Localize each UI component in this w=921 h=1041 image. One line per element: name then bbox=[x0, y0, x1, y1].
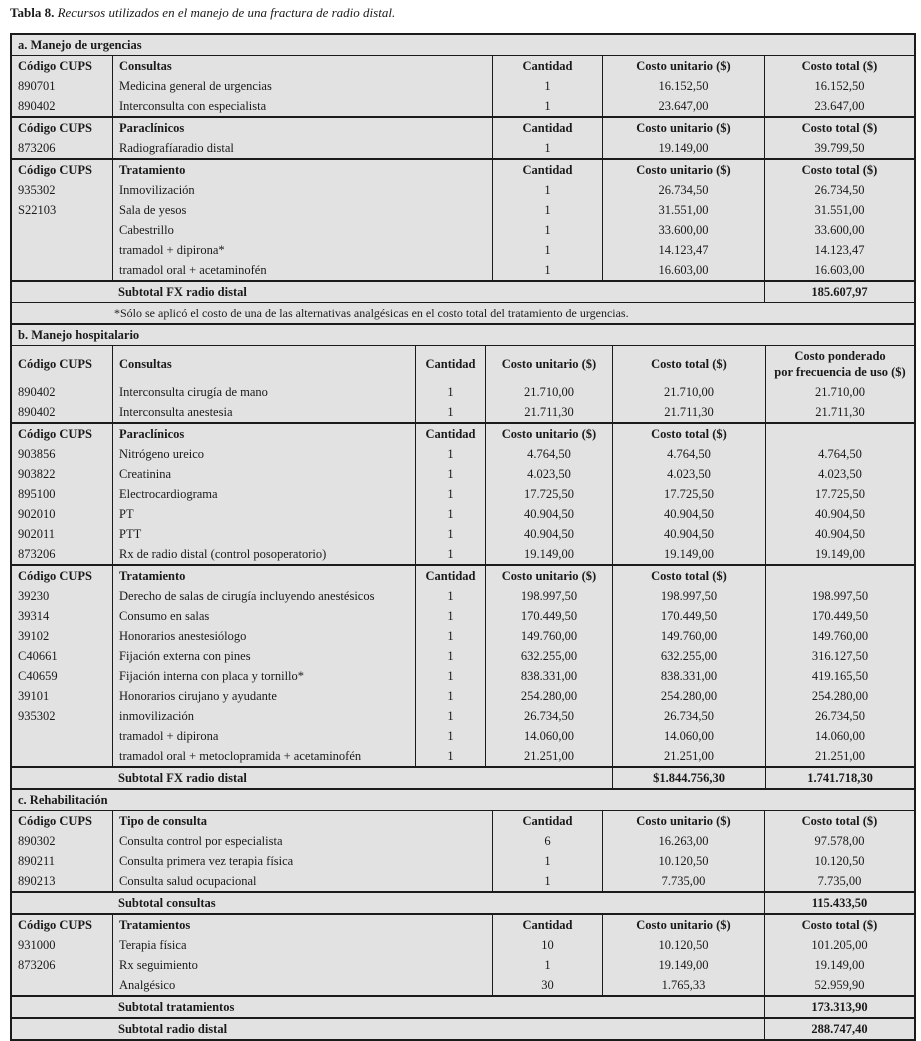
cell-description: Honorarios anestesiólogo bbox=[112, 626, 415, 646]
cell-description: Interconsulta cirugía de mano bbox=[112, 382, 415, 402]
cell-description: Electrocardiograma bbox=[112, 484, 415, 504]
table-row bbox=[12, 706, 914, 726]
cell-cups-code: 39230 bbox=[18, 589, 50, 603]
header-row bbox=[12, 118, 914, 138]
table-row bbox=[12, 96, 914, 116]
column-header: Cantidad bbox=[415, 566, 485, 586]
footnote-text: *Sólo se aplicó el costo de una de las alternativas analgésicas en el costo total del tratamiento de urgencias. bbox=[114, 306, 629, 320]
subtotal-block bbox=[12, 280, 914, 302]
table-row bbox=[12, 746, 914, 766]
cell-weighted-cost: 21.710,00 bbox=[765, 382, 914, 402]
cell-quantity: 1 bbox=[415, 746, 485, 766]
cell-description: Consumo en salas bbox=[112, 606, 415, 626]
cell-unit-cost: 26.734,50 bbox=[485, 706, 612, 726]
cell-weighted-cost: 14.060,00 bbox=[765, 726, 914, 746]
column-header: Costo unitario ($) bbox=[485, 424, 612, 444]
cell-cups-code: 890402 bbox=[18, 99, 56, 113]
table-row bbox=[12, 606, 914, 626]
column-header: Cantidad bbox=[492, 811, 602, 831]
cell-quantity: 1 bbox=[415, 484, 485, 504]
column-header: Costo unitario ($) bbox=[602, 811, 764, 831]
cell-total-cost: 7.735,00 bbox=[764, 871, 914, 891]
cell-cups-code: 903856 bbox=[18, 447, 56, 461]
cell-cups-code: 895100 bbox=[18, 487, 56, 501]
cell-total-cost: 23.647,00 bbox=[764, 96, 914, 116]
cell-weighted-cost: 19.149,00 bbox=[765, 544, 914, 564]
cell-total-cost: 16.603,00 bbox=[764, 260, 914, 280]
table-row bbox=[12, 444, 914, 464]
cell-unit-cost: 21.251,00 bbox=[485, 746, 612, 766]
cell-cups-code: 935302 bbox=[18, 183, 56, 197]
cell-unit-cost: 14.060,00 bbox=[485, 726, 612, 746]
cell-quantity: 1 bbox=[492, 871, 602, 891]
cell-total-cost: 16.152,50 bbox=[764, 76, 914, 96]
cell-quantity: 1 bbox=[415, 504, 485, 524]
cell-quantity: 1 bbox=[415, 686, 485, 706]
table-row bbox=[12, 726, 914, 746]
subtotal-value: 288.747,40 bbox=[764, 1019, 914, 1039]
cell-cups-code: 39314 bbox=[18, 609, 50, 623]
subtotal-label: Subtotal FX radio distal bbox=[118, 771, 247, 785]
column-header: Tratamientos bbox=[112, 915, 492, 935]
header-row bbox=[12, 160, 914, 180]
cell-cups-code: 890402 bbox=[18, 405, 56, 419]
cell-description: Interconsulta con especialista bbox=[112, 96, 492, 116]
cell-cups-code: 873206 bbox=[18, 141, 56, 155]
cell-quantity: 10 bbox=[492, 935, 602, 955]
cell-description: Sala de yesos bbox=[112, 200, 492, 220]
subtotal-block bbox=[12, 891, 914, 913]
column-header: Tratamiento bbox=[112, 160, 492, 180]
cell-quantity: 1 bbox=[415, 544, 485, 564]
subtotal-row bbox=[12, 893, 914, 913]
table-row bbox=[12, 260, 914, 280]
cell-unit-cost: 26.734,50 bbox=[602, 180, 764, 200]
table-caption bbox=[10, 5, 395, 21]
cell-quantity: 1 bbox=[415, 382, 485, 402]
column-header: Consultas bbox=[112, 56, 492, 76]
table-group bbox=[12, 55, 914, 116]
column-header: Consultas bbox=[112, 346, 415, 382]
subtotal-label: Subtotal consultas bbox=[118, 896, 216, 910]
cell-total-cost: 101.205,00 bbox=[764, 935, 914, 955]
column-header: Paraclínicos bbox=[112, 424, 415, 444]
column-header: Costo ponderado por frecuencia de uso ($) bbox=[765, 346, 914, 382]
table-row bbox=[12, 935, 914, 955]
cell-unit-cost: 40.904,50 bbox=[485, 504, 612, 524]
column-header: Costo total ($) bbox=[764, 915, 914, 935]
cell-cups-code: 39102 bbox=[18, 629, 50, 643]
cell-quantity: 1 bbox=[415, 402, 485, 422]
cell-quantity: 1 bbox=[415, 666, 485, 686]
cell-description: Honorarios cirujano y ayudante bbox=[112, 686, 415, 706]
cell-cups-code: S22103 bbox=[18, 203, 57, 217]
subtotal-value: 115.433,50 bbox=[764, 893, 914, 913]
cell-total-cost: 33.600,00 bbox=[764, 220, 914, 240]
table-group bbox=[12, 913, 914, 995]
cell-description: PTT bbox=[112, 524, 415, 544]
cell-weighted-cost: 4.023,50 bbox=[765, 464, 914, 484]
cell-unit-cost: 16.603,00 bbox=[602, 260, 764, 280]
table-row bbox=[12, 586, 914, 606]
cell-description: Fijación externa con pines bbox=[112, 646, 415, 666]
table-row bbox=[12, 686, 914, 706]
cell-weighted-cost: 4.764,50 bbox=[765, 444, 914, 464]
cell-description: Consulta control por especialista bbox=[112, 831, 492, 851]
cell-quantity: 1 bbox=[492, 955, 602, 975]
subtotal-label: Subtotal radio distal bbox=[118, 1022, 228, 1036]
column-header: Costo unitario ($) bbox=[602, 56, 764, 76]
cell-weighted-cost: 26.734,50 bbox=[765, 706, 914, 726]
column-header: Código CUPS bbox=[18, 814, 92, 828]
cell-total-cost: 21.710,00 bbox=[612, 382, 765, 402]
cell-quantity: 1 bbox=[492, 180, 602, 200]
cell-cups-code: C40659 bbox=[18, 669, 58, 683]
cell-description: Creatinina bbox=[112, 464, 415, 484]
cell-unit-cost: 4.023,50 bbox=[485, 464, 612, 484]
cell-description: Interconsulta anestesia bbox=[112, 402, 415, 422]
cell-cups-code bbox=[12, 260, 112, 280]
column-header: Cantidad bbox=[415, 424, 485, 444]
column-header: Cantidad bbox=[492, 118, 602, 138]
column-header: Código CUPS bbox=[18, 569, 92, 583]
cell-unit-cost: 40.904,50 bbox=[485, 524, 612, 544]
cell-unit-cost: 838.331,00 bbox=[485, 666, 612, 686]
cell-cups-code: 890402 bbox=[18, 385, 56, 399]
column-header: Costo unitario ($) bbox=[602, 118, 764, 138]
cell-weighted-cost: 149.760,00 bbox=[765, 626, 914, 646]
cell-description: Consulta primera vez terapia física bbox=[112, 851, 492, 871]
cell-description: Medicina general de urgencias bbox=[112, 76, 492, 96]
cell-quantity: 1 bbox=[415, 444, 485, 464]
cell-total-cost: 19.149,00 bbox=[612, 544, 765, 564]
cell-unit-cost: 1.765,33 bbox=[602, 975, 764, 995]
table-group bbox=[12, 158, 914, 280]
cell-unit-cost: 16.152,50 bbox=[602, 76, 764, 96]
table-row bbox=[12, 464, 914, 484]
column-header: Código CUPS bbox=[18, 427, 92, 441]
cell-weighted-cost: 316.127,50 bbox=[765, 646, 914, 666]
subtotal-row bbox=[12, 997, 914, 1017]
cell-weighted-cost: 17.725,50 bbox=[765, 484, 914, 504]
cell-total-cost: 4.023,50 bbox=[612, 464, 765, 484]
cell-unit-cost: 21.711,30 bbox=[485, 402, 612, 422]
cell-total-cost: 40.904,50 bbox=[612, 504, 765, 524]
subtotal-block bbox=[12, 766, 914, 788]
column-header: Código CUPS bbox=[18, 163, 92, 177]
column-header: Paraclínicos bbox=[112, 118, 492, 138]
column-header bbox=[765, 424, 914, 444]
column-header: Código CUPS bbox=[18, 121, 92, 135]
cell-weighted-cost: 40.904,50 bbox=[765, 524, 914, 544]
cell-quantity: 1 bbox=[415, 524, 485, 544]
subtotal-row bbox=[12, 1019, 914, 1039]
table-row bbox=[12, 975, 914, 995]
cell-description: Nitrógeno ureico bbox=[112, 444, 415, 464]
cell-total-cost: 21.711,30 bbox=[612, 402, 765, 422]
cell-weighted-cost: 419.165,50 bbox=[765, 666, 914, 686]
cell-total-cost: 198.997,50 bbox=[612, 586, 765, 606]
cell-cups-code: C40661 bbox=[18, 649, 58, 663]
cell-description: inmovilización bbox=[112, 706, 415, 726]
cell-unit-cost: 149.760,00 bbox=[485, 626, 612, 646]
column-header: Costo total ($) bbox=[764, 118, 914, 138]
cell-total-cost: 31.551,00 bbox=[764, 200, 914, 220]
table-row bbox=[12, 646, 914, 666]
cell-unit-cost: 10.120,50 bbox=[602, 851, 764, 871]
column-header: Costo total ($) bbox=[612, 424, 765, 444]
column-header: Tipo de consulta bbox=[112, 811, 492, 831]
column-header: Cantidad bbox=[492, 915, 602, 935]
subtotal-value: $1.844.756,30 bbox=[612, 768, 765, 788]
cell-unit-cost: 23.647,00 bbox=[602, 96, 764, 116]
column-header: Costo unitario ($) bbox=[485, 566, 612, 586]
column-header: Tratamiento bbox=[112, 566, 415, 586]
cell-unit-cost: 21.710,00 bbox=[485, 382, 612, 402]
header-row bbox=[12, 811, 914, 831]
cell-total-cost: 170.449,50 bbox=[612, 606, 765, 626]
column-header: Costo total ($) bbox=[612, 346, 765, 382]
table-row bbox=[12, 851, 914, 871]
cell-description: Inmovilización bbox=[112, 180, 492, 200]
table-row bbox=[12, 76, 914, 96]
table-row bbox=[12, 666, 914, 686]
cell-cups-code: 890302 bbox=[18, 834, 56, 848]
section-a-title-row bbox=[12, 35, 914, 55]
cell-quantity: 1 bbox=[492, 138, 602, 158]
column-header: Costo total ($) bbox=[764, 56, 914, 76]
column-header: Costo unitario ($) bbox=[602, 915, 764, 935]
subtotal-label: Subtotal FX radio distal bbox=[118, 285, 247, 299]
cell-unit-cost: 17.725,50 bbox=[485, 484, 612, 504]
column-header: Código CUPS bbox=[18, 918, 92, 932]
table-row bbox=[12, 180, 914, 200]
column-header bbox=[765, 566, 914, 586]
table-group bbox=[12, 810, 914, 891]
cell-unit-cost: 170.449,50 bbox=[485, 606, 612, 626]
column-header: Código CUPS bbox=[18, 59, 92, 73]
cell-unit-cost: 10.120,50 bbox=[602, 935, 764, 955]
cell-cups-code: 873206 bbox=[18, 547, 56, 561]
cell-description: tramadol oral + metoclopramida + acetaminofén bbox=[112, 746, 415, 766]
cell-total-cost: 39.799,50 bbox=[764, 138, 914, 158]
column-header: Costo unitario ($) bbox=[485, 346, 612, 382]
table-row bbox=[12, 382, 914, 402]
table-row bbox=[12, 831, 914, 851]
cell-weighted-cost: 170.449,50 bbox=[765, 606, 914, 626]
cell-quantity: 1 bbox=[492, 851, 602, 871]
cell-cups-code bbox=[12, 220, 112, 240]
cell-description: tramadol + dipirona* bbox=[112, 240, 492, 260]
column-header: Costo total ($) bbox=[764, 811, 914, 831]
cell-weighted-cost: 40.904,50 bbox=[765, 504, 914, 524]
cell-cups-code: 890213 bbox=[18, 874, 56, 888]
cell-unit-cost: 19.149,00 bbox=[602, 138, 764, 158]
cell-description: Analgésico bbox=[112, 975, 492, 995]
table-row bbox=[12, 504, 914, 524]
cell-unit-cost: 198.997,50 bbox=[485, 586, 612, 606]
cell-unit-cost: 16.263,00 bbox=[602, 831, 764, 851]
cell-quantity: 1 bbox=[492, 76, 602, 96]
cell-unit-cost: 19.149,00 bbox=[485, 544, 612, 564]
section-title: c. Rehabilitación bbox=[18, 793, 108, 807]
header-row bbox=[12, 566, 914, 586]
cell-total-cost: 14.060,00 bbox=[612, 726, 765, 746]
table-caption-text: Recursos utilizados en el manejo de una fractura de radio distal. bbox=[54, 5, 396, 20]
cell-description: PT bbox=[112, 504, 415, 524]
cell-total-cost: 14.123,47 bbox=[764, 240, 914, 260]
section-title: b. Manejo hospitalario bbox=[18, 328, 140, 342]
cell-unit-cost: 14.123,47 bbox=[602, 240, 764, 260]
cell-description: tramadol oral + acetaminofén bbox=[112, 260, 492, 280]
cell-description: Rx seguimiento bbox=[112, 955, 492, 975]
cell-description: Derecho de salas de cirugía incluyendo anestésicos bbox=[112, 586, 415, 606]
cell-quantity: 1 bbox=[492, 96, 602, 116]
header-row bbox=[12, 424, 914, 444]
table-group bbox=[12, 116, 914, 158]
cell-quantity: 1 bbox=[492, 220, 602, 240]
section-c-title-row bbox=[12, 788, 914, 810]
cell-cups-code: 902011 bbox=[18, 527, 56, 541]
cell-total-cost: 838.331,00 bbox=[612, 666, 765, 686]
cell-total-cost: 52.959,90 bbox=[764, 975, 914, 995]
resource-table bbox=[10, 33, 916, 1041]
cell-total-cost: 10.120,50 bbox=[764, 851, 914, 871]
table-row bbox=[12, 240, 914, 260]
cell-quantity: 1 bbox=[415, 464, 485, 484]
cell-cups-code: 39101 bbox=[18, 689, 50, 703]
section-b-title-row bbox=[12, 323, 914, 345]
table-row bbox=[12, 544, 914, 564]
cell-quantity: 30 bbox=[492, 975, 602, 995]
subtotal-row bbox=[12, 768, 914, 788]
table-group bbox=[12, 422, 914, 564]
table-row bbox=[12, 402, 914, 422]
cell-cups-code bbox=[12, 726, 112, 746]
cell-quantity: 6 bbox=[492, 831, 602, 851]
cell-total-cost: 17.725,50 bbox=[612, 484, 765, 504]
cell-description: Cabestrillo bbox=[112, 220, 492, 240]
cell-quantity: 1 bbox=[415, 706, 485, 726]
table-row bbox=[12, 871, 914, 891]
cell-weighted-cost: 254.280,00 bbox=[765, 686, 914, 706]
subtotal-row bbox=[12, 282, 914, 302]
cell-cups-code: 931000 bbox=[18, 938, 56, 952]
cell-quantity: 1 bbox=[492, 260, 602, 280]
cell-quantity: 1 bbox=[415, 646, 485, 666]
cell-total-cost: 26.734,50 bbox=[764, 180, 914, 200]
table-group bbox=[12, 564, 914, 766]
cell-description: Consulta salud ocupacional bbox=[112, 871, 492, 891]
cell-cups-code: 890701 bbox=[18, 79, 56, 93]
cell-weighted-cost: 21.251,00 bbox=[765, 746, 914, 766]
cell-quantity: 1 bbox=[415, 586, 485, 606]
subtotal-label: Subtotal tratamientos bbox=[118, 1000, 235, 1014]
table-caption-number: Tabla 8. bbox=[10, 5, 55, 20]
table-row bbox=[12, 220, 914, 240]
cell-total-cost: 149.760,00 bbox=[612, 626, 765, 646]
column-header: Costo unitario ($) bbox=[602, 160, 764, 180]
cell-total-cost: 632.255,00 bbox=[612, 646, 765, 666]
cell-cups-code bbox=[12, 746, 112, 766]
cell-total-cost: 40.904,50 bbox=[612, 524, 765, 544]
cell-cups-code: 890211 bbox=[18, 854, 56, 868]
cell-weighted-cost: 21.711,30 bbox=[765, 402, 914, 422]
cell-description: Terapia física bbox=[112, 935, 492, 955]
cell-cups-code: 902010 bbox=[18, 507, 56, 521]
cell-description: Fijación interna con placa y tornillo* bbox=[112, 666, 415, 686]
table-row bbox=[12, 955, 914, 975]
cell-quantity: 1 bbox=[492, 200, 602, 220]
cell-quantity: 1 bbox=[415, 606, 485, 626]
cell-quantity: 1 bbox=[492, 240, 602, 260]
column-header: Cantidad bbox=[492, 160, 602, 180]
header-row bbox=[12, 915, 914, 935]
cell-cups-code bbox=[12, 240, 112, 260]
subtotal-value: 185.607,97 bbox=[764, 282, 914, 302]
cell-total-cost: 19.149,00 bbox=[764, 955, 914, 975]
subtotal-value: 173.313,90 bbox=[764, 997, 914, 1017]
cell-unit-cost: 33.600,00 bbox=[602, 220, 764, 240]
column-header: Cantidad bbox=[492, 56, 602, 76]
column-header: Código CUPS bbox=[18, 357, 92, 371]
column-header: Costo total ($) bbox=[612, 566, 765, 586]
cell-cups-code: 903822 bbox=[18, 467, 56, 481]
column-header: Costo total ($) bbox=[764, 160, 914, 180]
cell-unit-cost: 19.149,00 bbox=[602, 955, 764, 975]
subtotal-block bbox=[12, 1017, 914, 1039]
table-row bbox=[12, 524, 914, 544]
cell-description: tramadol + dipirona bbox=[112, 726, 415, 746]
cell-unit-cost: 31.551,00 bbox=[602, 200, 764, 220]
cell-cups-code: 873206 bbox=[18, 958, 56, 972]
column-header: Cantidad bbox=[415, 346, 485, 382]
table-group bbox=[12, 345, 914, 422]
cell-quantity: 1 bbox=[415, 726, 485, 746]
table-row bbox=[12, 138, 914, 158]
header-row bbox=[12, 56, 914, 76]
subtotal-block bbox=[12, 995, 914, 1017]
cell-total-cost: 254.280,00 bbox=[612, 686, 765, 706]
cell-description: Rx de radio distal (control posoperatorio) bbox=[112, 544, 415, 564]
header-row bbox=[12, 346, 914, 382]
cell-cups-code bbox=[12, 975, 112, 995]
cell-unit-cost: 254.280,00 bbox=[485, 686, 612, 706]
cell-description: Radiografíaradio distal bbox=[112, 138, 492, 158]
cell-cups-code: 935302 bbox=[18, 709, 56, 723]
cell-weighted-cost: 198.997,50 bbox=[765, 586, 914, 606]
table-row bbox=[12, 484, 914, 504]
cell-unit-cost: 4.764,50 bbox=[485, 444, 612, 464]
cell-total-cost: 4.764,50 bbox=[612, 444, 765, 464]
cell-quantity: 1 bbox=[415, 626, 485, 646]
subtotal-value: 1.741.718,30 bbox=[765, 768, 914, 788]
footnote-block bbox=[12, 302, 914, 323]
cell-unit-cost: 632.255,00 bbox=[485, 646, 612, 666]
cell-total-cost: 26.734,50 bbox=[612, 706, 765, 726]
table-row bbox=[12, 626, 914, 646]
table-row bbox=[12, 200, 914, 220]
section-title: a. Manejo de urgencias bbox=[18, 38, 142, 52]
cell-unit-cost: 7.735,00 bbox=[602, 871, 764, 891]
cell-total-cost: 97.578,00 bbox=[764, 831, 914, 851]
cell-total-cost: 21.251,00 bbox=[612, 746, 765, 766]
